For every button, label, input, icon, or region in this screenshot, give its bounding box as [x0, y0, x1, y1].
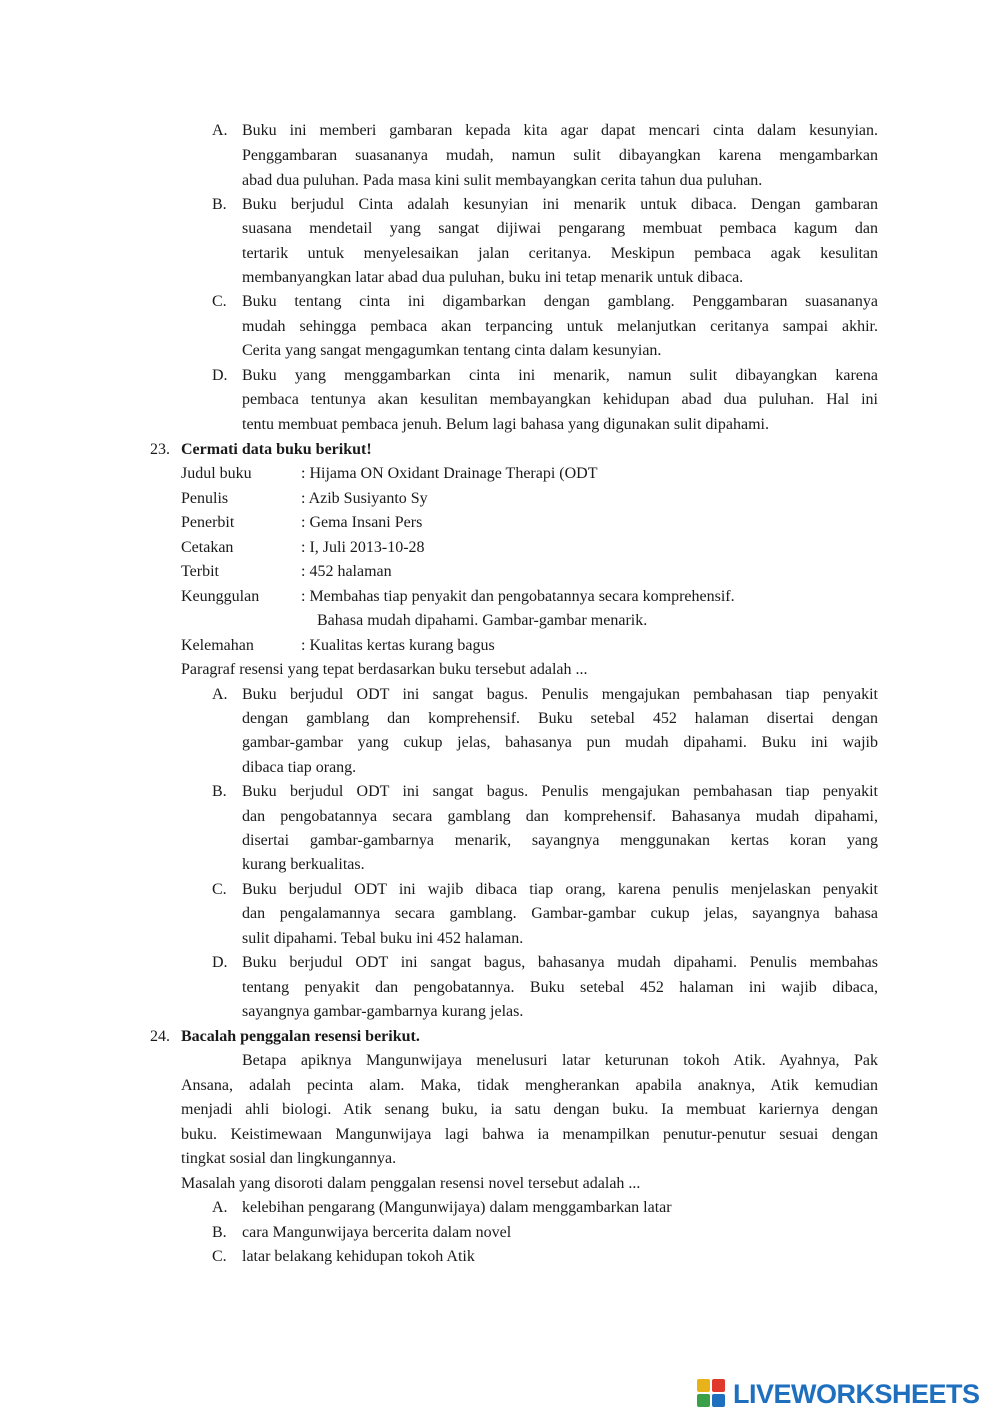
q23-option-a-text: gambar-gambar yang cukup jelas, bahasanya pun mudah dipahami. Buku ini wajib [242, 734, 878, 751]
book-data-label: Judul buku [181, 465, 252, 482]
q23-option-d-text: tentang penyakit dan pengobatannya. Buku setebal 452 halaman ini wajib dibaca, [242, 979, 878, 996]
q22-option-d-text: tentu membuat pembaca jenuh. Belum lagi bahasa yang digunakan sulit dipahami. [242, 416, 769, 433]
question-title: Bacalah penggalan resensi berikut. [181, 1028, 420, 1045]
q23-option-a-text: dibaca tiap orang. [242, 759, 357, 776]
q22-option-b-text: suasana mendetail yang sangat dijiwai pengarang membuat pembaca kagum dan [242, 220, 878, 237]
book-data-value: : Azib Susiyanto Sy [301, 490, 428, 507]
q24-option-b-text: cara Mangunwijaya bercerita dalam novel [242, 1224, 512, 1241]
book-data-value: : Hijama ON Oxidant Drainage Therapi (ODT [301, 465, 598, 482]
q23-option-letter[interactable]: C. [212, 881, 227, 898]
book-data-label: Penulis [181, 490, 229, 507]
book-data-label: Terbit [181, 563, 219, 580]
passage-line: menjadi ahli biologi. Atik senang buku, ia satu dengan buku. Ia membuat kariernya dengan [181, 1101, 878, 1118]
q22-option-c-text: Buku tentang cinta ini digambarkan dengan gamblang. Penggambaran suasananya [242, 293, 878, 310]
q24-option-letter[interactable]: C. [212, 1248, 227, 1265]
q23-option-c-text: dan pengalamannya secara gamblang. Gambar-gambar cukup jelas, sayangnya bahasa [242, 905, 878, 922]
book-data-value: : Kualitas kertas kurang bagus [301, 637, 495, 654]
passage-line: tingkat sosial dan lingkungannya. [181, 1150, 397, 1167]
liveworksheets-logo-icon [697, 1379, 727, 1409]
q24-option-c-text: latar belakang kehidupan tokoh Atik [242, 1248, 475, 1265]
q22-option-letter[interactable]: D. [212, 367, 228, 384]
book-data-value: : 452 halaman [301, 563, 392, 580]
liveworksheets-logo [697, 1376, 980, 1412]
question-prompt: Masalah yang disoroti dalam penggalan resensi novel tersebut adalah ... [181, 1175, 641, 1192]
q22-option-a-text: abad dua puluhan. Pada masa kini sulit membayangkan cerita tahun dua puluhan. [242, 172, 763, 189]
liveworksheets-brand-text: LIVEWORKSHEETS [733, 1378, 980, 1409]
book-data-label: Penerbit [181, 514, 235, 531]
q23-option-letter[interactable]: D. [212, 954, 228, 971]
passage-line: Ansana, adalah pecinta alam. Maka, tidak mengherankan apabila anaknya, Atik kemudian [181, 1077, 878, 1094]
passage-line: buku. Keistimewaan Mangunwijaya lagi bahwa ia menampilkan penutur-penutur sesuai dengan [181, 1126, 878, 1143]
question-number: 23. [150, 441, 170, 458]
q23-option-c-text: sulit dipahami. Tebal buku ini 452 halaman. [242, 930, 524, 947]
q22-option-b-text: Buku berjudul Cinta adalah kesunyian ini menarik untuk dibaca. Dengan gambaran [242, 196, 878, 213]
q23-option-a-text: Buku berjudul ODT ini sangat bagus. Penulis mengajukan pembahasan tiap penyakit [242, 686, 878, 703]
book-data-value: : Membahas tiap penyakit dan pengobatannya secara komprehensif. [301, 588, 735, 605]
q22-option-d-text: pembaca tentunya akan kesulitan membayangkan kehidupan abad dua puluhan. Hal ini [242, 391, 878, 408]
passage-line: Betapa apiknya Mangunwijaya menelusuri latar keturunan tokoh Atik. Ayahnya, Pak [242, 1052, 878, 1069]
q24-option-letter[interactable]: B. [212, 1224, 227, 1241]
question-number: 24. [150, 1028, 170, 1045]
book-data-value: : Gema Insani Pers [301, 514, 423, 531]
q24-option-letter[interactable]: A. [212, 1199, 228, 1216]
q23-option-letter[interactable]: B. [212, 783, 227, 800]
q22-option-c-text: mudah sehingga pembaca akan terpancing untuk melanjutkan ceritanya sampai akhir. [242, 318, 878, 335]
question-prompt: Paragraf resensi yang tepat berdasarkan buku tersebut adalah ... [181, 661, 588, 678]
book-data-label: Kelemahan [181, 637, 254, 654]
q23-option-b-text: kurang berkualitas. [242, 856, 365, 873]
q22-option-b-text: membanyangkan latar abad dua puluhan, buku ini tetap menarik untuk dibaca. [242, 269, 744, 286]
q22-option-a-text: Penggambaran suasananya mudah, namun sulit dibayangkan karena mengambarkan [242, 147, 878, 164]
book-data-value: Bahasa mudah dipahami. Gambar-gambar menarik. [317, 612, 648, 629]
q23-option-b-text: Buku berjudul ODT ini sangat bagus. Penulis mengajukan pembahasan tiap penyakit [242, 783, 878, 800]
q23-option-d-text: Buku berjudul ODT ini sangat bagus, bahasanya mudah dipahami. Penulis membahas [242, 954, 878, 971]
q22-option-a-text: Buku ini memberi gambaran kepada kita agar dapat mencari cinta dalam kesunyian. [242, 122, 878, 139]
book-data-label: Keunggulan [181, 588, 260, 605]
q23-option-d-text: sayangnya gambar-gambarnya kurang jelas. [242, 1003, 524, 1020]
q23-option-letter[interactable]: A. [212, 686, 228, 703]
book-data-label: Cetakan [181, 539, 234, 556]
q23-option-b-text: disertai gambar-gambarnya menarik, sayangnya menggunakan kertas koran yang [242, 832, 878, 849]
q23-option-b-text: dan pengobatannya secara gamblang dan komprehensif. Bahasanya mudah dipahami, [242, 808, 878, 825]
question-title: Cermati data buku berikut! [181, 441, 372, 458]
q23-option-c-text: Buku berjudul ODT ini wajib dibaca tiap orang, karena penulis menjelaskan penyakit [242, 881, 878, 898]
q22-option-letter[interactable]: A. [212, 122, 228, 139]
q22-option-letter[interactable]: B. [212, 196, 227, 213]
q22-option-letter[interactable]: C. [212, 293, 227, 310]
q22-option-d-text: Buku yang menggambarkan cinta ini menarik, namun sulit dibayangkan karena [242, 367, 878, 384]
q22-option-b-text: tertarik untuk menyelesaikan jalan ceritanya. Meskipun pembaca agak kesulitan [242, 245, 878, 262]
q22-option-c-text: Cerita yang sangat mengagumkan tentang cinta dalam kesunyian. [242, 342, 662, 359]
book-data-value: : I, Juli 2013-10-28 [301, 539, 425, 556]
q23-option-a-text: dengan gamblang dan komprehensif. Buku setebal 452 halaman disertai dengan [242, 710, 878, 727]
q24-option-a-text: kelebihan pengarang (Mangunwijaya) dalam menggambarkan latar [242, 1199, 672, 1216]
